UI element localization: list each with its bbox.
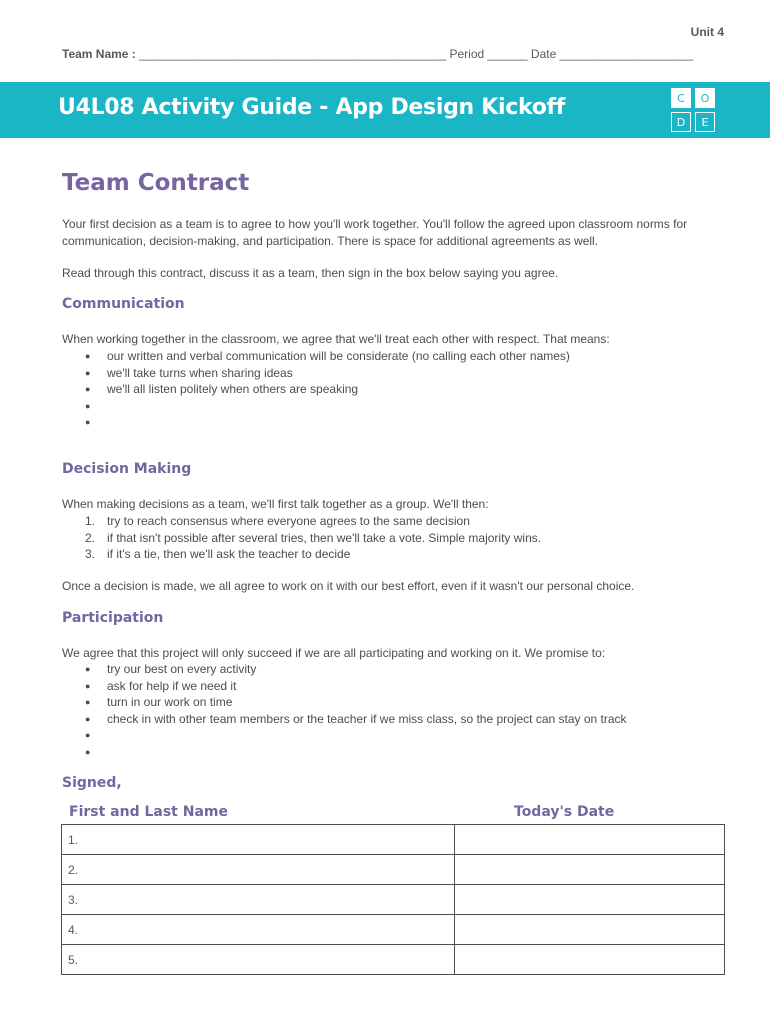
signed-heading: Signed, bbox=[62, 775, 122, 791]
name-column-header: First and Last Name bbox=[69, 804, 228, 820]
participation-intro: We agree that this project will only succeed if we are all participating and working on it. We promise to: bbox=[62, 646, 606, 660]
period-label: Period bbox=[449, 47, 485, 61]
participation-heading: Participation bbox=[62, 610, 164, 626]
communication-list bbox=[85, 348, 570, 431]
list-item bbox=[85, 546, 541, 563]
participation-list bbox=[85, 661, 627, 760]
decision-intro: When making decisions as a team, we'll first talk together as a group. We'll then: bbox=[62, 497, 489, 511]
code-logo-icon bbox=[671, 88, 717, 134]
communication-intro: When working together in the classroom, we agree that we'll treat each other with respect. That means: bbox=[62, 332, 610, 346]
contract-intro: Your first decision as a team is to agree to how you'll work together. You'll follow the agreed upon classroom norms for communication, decision-making, and participation. There is space for additional agreements as well. bbox=[62, 217, 688, 248]
list-text: try to reach consensus where everyone agrees to the same decision bbox=[107, 514, 470, 528]
name-cell[interactable]: 5. bbox=[62, 945, 455, 975]
date-cell[interactable] bbox=[455, 885, 725, 915]
date-cell[interactable] bbox=[455, 855, 725, 885]
name-cell[interactable]: 2. bbox=[62, 855, 455, 885]
logo-letter-o: O bbox=[695, 88, 715, 108]
document-title: U4L08 Activity Guide - App Design Kickoff bbox=[58, 95, 566, 120]
team-contract-heading: Team Contract bbox=[62, 170, 250, 196]
name-cell[interactable]: 4. bbox=[62, 915, 455, 945]
date-column-header: Today's Date bbox=[514, 804, 615, 820]
list-number: 2. bbox=[85, 530, 96, 545]
communication-heading: Communication bbox=[62, 296, 185, 312]
period-blank[interactable]: ______ bbox=[487, 47, 528, 61]
list-item: ● turn in our work on time bbox=[85, 694, 627, 711]
table-row bbox=[62, 945, 725, 975]
decision-closing: Once a decision is made, we all agree to work on it with our best effort, even if it wasn't our personal choice. bbox=[62, 579, 635, 593]
list-text: if it's a tie, then we'll ask the teacher to decide bbox=[107, 547, 351, 561]
list-number: 3. bbox=[85, 547, 96, 561]
list-item-blank[interactable] bbox=[85, 727, 627, 744]
contract-instructions: Read through this contract, discuss it as a team, then sign in the box below saying you agree. bbox=[62, 266, 559, 280]
unit-label: Unit 4 bbox=[690, 25, 724, 39]
date-cell[interactable] bbox=[455, 915, 725, 945]
logo-letter-c: C bbox=[671, 88, 691, 108]
list-item: ● try our best on every activity bbox=[85, 661, 627, 678]
signature-table bbox=[61, 824, 725, 975]
date-cell[interactable] bbox=[455, 945, 725, 975]
date-cell[interactable] bbox=[455, 825, 725, 855]
list-item: ● we'll all listen politely when others are speaking bbox=[85, 381, 570, 398]
decision-list bbox=[85, 513, 541, 563]
list-item: ● check in with other team members or the teacher if we miss class, so the project can stay on track bbox=[85, 711, 627, 728]
list-item: ● ask for help if we need it bbox=[85, 678, 627, 695]
list-item-blank[interactable] bbox=[85, 414, 570, 431]
list-item: ● our written and verbal communication will be considerate (no calling each other names) bbox=[85, 348, 570, 365]
list-item bbox=[85, 530, 541, 547]
team-name-label: Team Name : bbox=[62, 47, 136, 61]
date-blank[interactable]: ____________________ bbox=[559, 47, 694, 61]
team-name-blank[interactable]: ______________________________________________ bbox=[139, 47, 447, 61]
table-row bbox=[62, 885, 725, 915]
logo-letter-d: D bbox=[671, 112, 691, 132]
list-number: 1. bbox=[85, 514, 96, 528]
logo-letter-e: E bbox=[695, 112, 715, 132]
list-item: ● we'll take turns when sharing ideas bbox=[85, 365, 570, 382]
name-cell[interactable]: 3. bbox=[62, 885, 455, 915]
team-info-line bbox=[62, 47, 724, 61]
table-row bbox=[62, 825, 725, 855]
title-banner bbox=[0, 82, 770, 138]
list-item bbox=[85, 513, 541, 530]
table-row bbox=[62, 915, 725, 945]
list-text: if that isn't possible after several tries, then we'll take a vote. Simple majority wins. bbox=[107, 530, 542, 545]
list-item-blank[interactable] bbox=[85, 744, 627, 761]
name-cell[interactable]: 1. bbox=[62, 825, 455, 855]
table-row bbox=[62, 855, 725, 885]
date-label: Date bbox=[530, 47, 557, 61]
decision-making-heading: Decision Making bbox=[62, 461, 192, 477]
list-item-blank[interactable] bbox=[85, 398, 570, 415]
